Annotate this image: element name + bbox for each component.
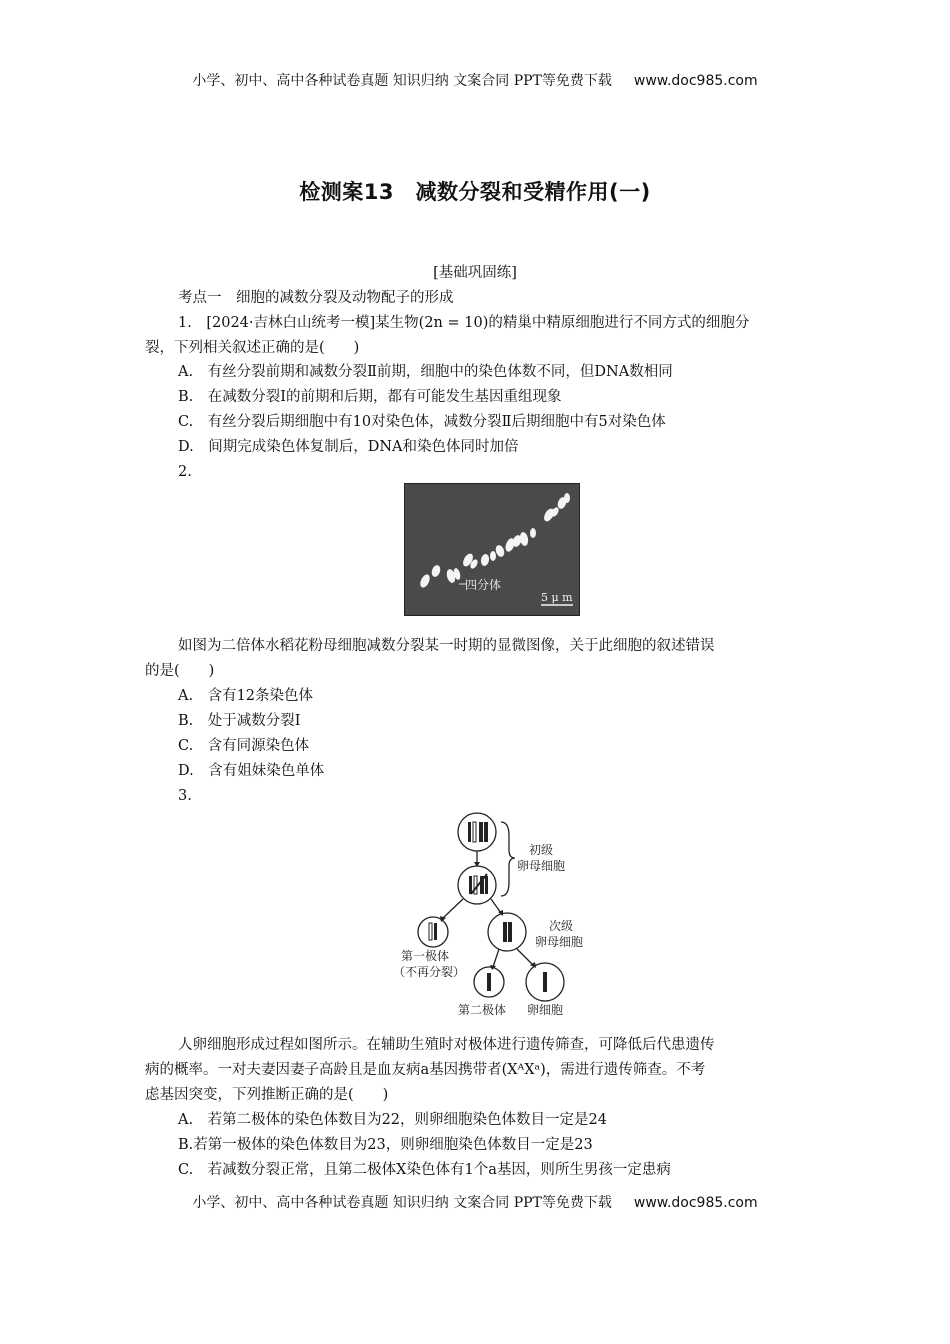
q2-option-d: D. 含有姐妹染色单体 — [178, 763, 325, 779]
topic-heading: 考点一 细胞的减数分裂及动物配子的形成 — [178, 290, 454, 306]
tetrad-label: 四分体 — [465, 578, 502, 592]
egg-label: 卵细胞 — [527, 1003, 564, 1017]
q2-option-a: A. 含有12条染色体 — [178, 688, 314, 704]
page-title: 检测案13 减数分裂和受精作用(一) — [299, 180, 651, 204]
q1-stem-line2: 裂，下列相关叙述正确的是( ) — [145, 340, 360, 356]
footer-site[interactable]: www.doc985.com — [633, 1195, 758, 1211]
secondary-label-2: 卵母细胞 — [535, 935, 584, 949]
q3-stem-line2: 病的概率。一对夫妻因妻子高龄且是血友病a基因携带者(XᴬXᵃ)，需进行遗传筛查。不考 — [145, 1062, 706, 1078]
polar2-label: 第二极体 — [458, 1003, 507, 1017]
q3-option-b: B.若第一极体的染色体数目为23，则卵细胞染色体数目一定是23 — [178, 1137, 593, 1153]
page-header — [0, 70, 950, 90]
micrograph-image — [404, 483, 580, 616]
header-text: 小学、初中、高中各种试卷真题 知识归纳 文案合同 PPT等免费下载 — [192, 73, 612, 89]
q3-stem-line3: 虑基因突变，下列推断正确的是( ) — [145, 1087, 389, 1103]
scale-label: 5 μ m — [541, 591, 573, 604]
q2-stem-line2: 的是( ) — [145, 663, 215, 679]
footer-text: 小学、初中、高中各种试卷真题 知识归纳 文案合同 PPT等免费下载 — [192, 1195, 612, 1211]
q3-option-a: A. 若第二极体的染色体数目为22，则卵细胞染色体数目一定是24 — [178, 1112, 607, 1128]
q1-option-d: D. 间期完成染色体复制后，DNA和染色体同时加倍 — [178, 439, 519, 455]
oogenesis-diagram — [393, 810, 613, 1024]
q3-option-c: C. 若减数分裂正常，且第二极体X染色体有1个a基因，则所生男孩一定患病 — [178, 1162, 671, 1178]
q3-number: 3. — [178, 788, 192, 804]
q1-option-a: A. 有丝分裂前期和减数分裂Ⅱ前期，细胞中的染色体数不同，但DNA数相同 — [178, 364, 673, 380]
section-heading: [基础巩固练] — [433, 265, 517, 281]
q1-option-b: B. 在减数分裂Ⅰ的前期和后期，都有可能发生基因重组现象 — [178, 389, 562, 405]
q2-option-c: C. 含有同源染色体 — [178, 738, 310, 754]
secondary-label-1: 次级 — [549, 919, 574, 933]
q3-stem-line1: 人卵细胞形成过程如图所示。在辅助生殖时对极体进行遗传筛查，可降低后代患遗传 — [178, 1037, 715, 1053]
polar1-label: 第一极体 — [401, 949, 450, 963]
primary-label-2: 卵母细胞 — [517, 859, 566, 873]
q2-stem-line1: 如图为二倍体水稻花粉母细胞减数分裂某一时期的显微图像，关于此细胞的叙述错误 — [178, 638, 715, 654]
header-site[interactable]: www.doc985.com — [633, 73, 758, 89]
page-footer — [0, 1192, 950, 1212]
q1-option-c: C. 有丝分裂后期细胞中有10对染色体，减数分裂Ⅱ后期细胞中有5对染色体 — [178, 414, 666, 430]
chromosome-micrograph — [405, 484, 579, 615]
q1-stem-line1: 1. [2024·吉林白山统考一模]某生物(2n = 10)的精巢中精原细胞进行不同方式的细胞分 — [178, 315, 750, 331]
polar1-note: （不再分裂） — [393, 965, 466, 979]
q2-number: 2. — [178, 464, 192, 480]
primary-label-1: 初级 — [529, 843, 554, 857]
q2-option-b: B. 处于减数分裂Ⅰ — [178, 713, 301, 729]
